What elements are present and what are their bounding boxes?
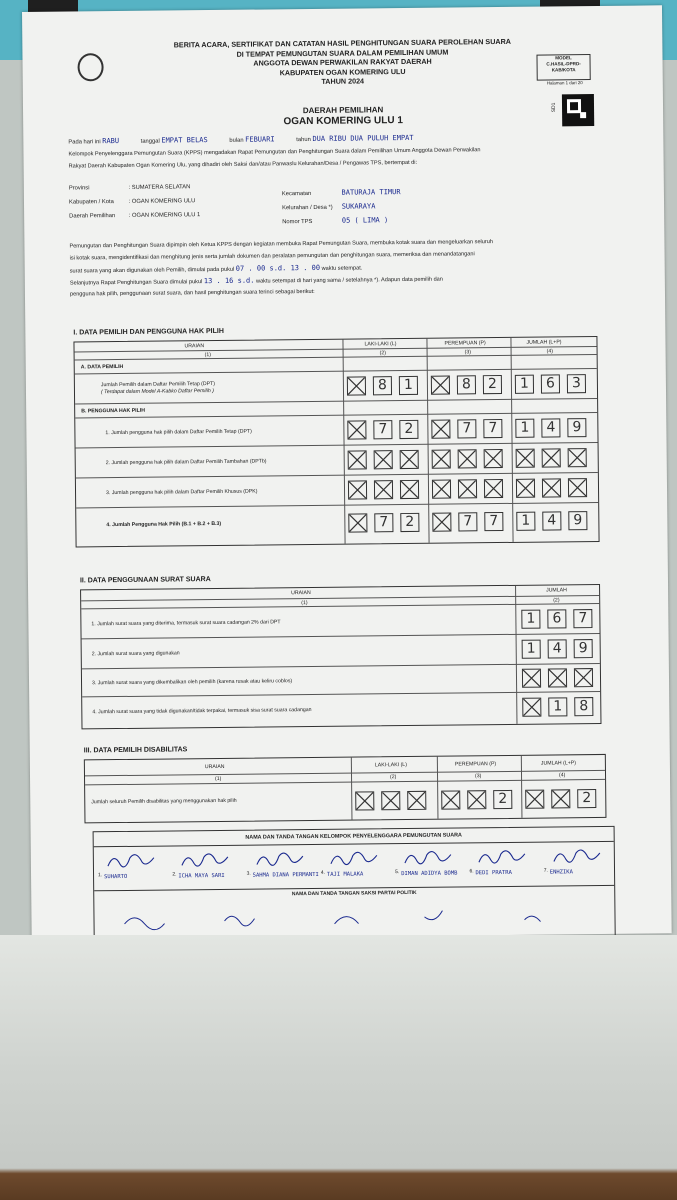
page-number: Halaman 1 dari 20 <box>546 80 583 86</box>
s1-b3-digit-box <box>432 480 451 499</box>
s1-dpt-digit-box: 1 <box>399 376 418 395</box>
tps-row <box>282 216 388 225</box>
s3-n1: (1) <box>215 775 222 783</box>
s1-n3: (3) <box>464 349 471 356</box>
background-bottom <box>0 935 677 1200</box>
s1-b3-digit-box <box>458 479 477 498</box>
document-header <box>142 37 542 89</box>
s1-b3-digit-box <box>516 479 535 498</box>
s3-r1-label: Jumlah seluruh Pemilih disabilitas yang menggunakan hak pilih <box>91 797 237 806</box>
year-label: tahun <box>296 136 311 144</box>
kpps-signature-number: 7. <box>543 867 548 874</box>
s1-col-uraian: URAIAN <box>184 343 205 350</box>
region-name: OGAN KOMERING ULU 1 <box>283 115 403 128</box>
region-title: DAERAH PEMILIHAN <box>302 105 384 116</box>
s1-b4-digit-box: 9 <box>568 511 587 530</box>
region-block <box>223 103 463 128</box>
signature-scribble <box>401 846 461 869</box>
s2-col-j: JUMLAH <box>546 587 567 594</box>
s3-n4: (4) <box>558 772 566 779</box>
s2-r3-digit-box <box>548 668 567 687</box>
model-line-3: KAB/KOTA <box>551 67 576 73</box>
document-sheet <box>22 5 672 940</box>
signature-title: NAMA DAN TANDA TANGAN KELOMPOK PENYELENGGARA PEMUNGUTAN SUARA <box>94 827 614 847</box>
s1-b4-digit-box: 7 <box>374 513 393 532</box>
s1-col-j: JUMLAH (L+P) <box>526 339 562 346</box>
s1-b2-digit-box <box>516 449 535 468</box>
s3-digit-box <box>525 790 544 809</box>
saksi-title: NAMA DAN TANDA TANGAN SAKSI PARTAI POLITIK <box>94 885 614 901</box>
saksi-signatures-scribble <box>104 899 604 938</box>
intro-date-line <box>68 132 628 146</box>
s2-r2-digit-box: 1 <box>522 640 541 659</box>
s1-b-title: B. PENGGUNA HAK PILIH <box>81 407 146 415</box>
s1-b2-digit-box <box>542 448 561 467</box>
s1-dpt-digit-box: 6 <box>541 374 560 393</box>
s3-digit-box <box>407 791 426 810</box>
day-label: Pada hari ini <box>68 139 101 146</box>
s3-col-uraian: URAIAN <box>204 763 225 771</box>
s1-dpt-digit-box: 8 <box>373 376 392 395</box>
s1-b4-digit-box: 7 <box>484 512 503 531</box>
s2-r1-label: 1. Jumlah surat suara yang diterima, termasuk surat suara cadangan 2% dari DPT <box>91 619 281 628</box>
section-3-title: III. DATA PEMILIH DISABILITAS <box>83 746 188 755</box>
s2-r3-label: 3. Jumlah surat suara yang dikembalikan oleh pemilih (karena rusak atau keliru coblos) <box>92 678 293 687</box>
dpt-note: ( Terdapat dalam Model A-Kabko Daftar Pemilih ) <box>100 388 214 396</box>
regency-value: : OGAN KOMERING ULU <box>128 198 196 205</box>
s3-digit-box <box>551 789 570 808</box>
s3-n3: (3) <box>474 773 482 780</box>
village-label: Kelurahan / Desa *) <box>282 204 333 212</box>
s1-b3-digit-box <box>374 480 393 499</box>
kpps-signature-cell <box>317 845 392 886</box>
kpu-logo-icon <box>77 53 103 81</box>
s1-b3-digit-box <box>568 478 587 497</box>
district-label: Kecamatan <box>281 190 312 198</box>
s1-b2-digit-box <box>348 450 367 469</box>
intro-paragraph-2: Rakyat Daerah Kabupaten Ogan Komering Ulu, yang dihadiri oleh Saksi dan/atau Panwaslu Kelurahan/Desa / Pengawas TPS, bertempat di: <box>68 159 418 170</box>
process-line-5: pengguna hak pilih, penggunaan surat suara, dan hasil penghitungan suara terinci sebagai berikut: <box>69 288 315 298</box>
s2-n1: (1) <box>301 600 308 607</box>
saksi-signature-row <box>104 899 604 938</box>
s2-r1-digit-box: 1 <box>521 610 540 629</box>
province-label: Provinsi <box>68 185 90 192</box>
voting-time: 07 . 00 s.d. 13 . 00 <box>235 263 321 273</box>
s2-n2: (2) <box>553 597 560 604</box>
b3-label: 3. Jumlah pengguna hak pilih dalam Daftar Pemilih Khusus (DPK) <box>106 488 258 497</box>
s1-b1-digit-box: 1 <box>515 419 534 438</box>
section-3-table <box>84 754 607 823</box>
header-line-2: DI TEMPAT PEMUNGUTAN SUARA DALAM PEMILIHAN UMUM <box>236 47 449 59</box>
s1-n1: (1) <box>204 352 211 359</box>
section-2-title: II. DATA PENGGUNAAN SURAT SUARA <box>79 576 211 585</box>
district-value: BATURAJA TIMUR <box>341 188 401 197</box>
header-line-3: ANGGOTA DEWAN PERWAKILAN RAKYAT DAERAH <box>253 56 432 68</box>
s1-b4-digit-box <box>348 513 367 532</box>
dapil-row <box>69 212 200 219</box>
s1-b4-digit-box: 1 <box>516 512 535 531</box>
s1-b3-digit-box <box>542 478 561 497</box>
signature-scribble <box>178 849 238 872</box>
signature-scribble <box>252 848 312 871</box>
date-value: EMPAT BELAS <box>161 136 208 145</box>
signature-scribble <box>549 845 609 868</box>
s1-col-l: LAKI-LAKI (L) <box>364 341 397 348</box>
kpps-signature-number: 1. <box>98 872 103 879</box>
kpps-member-name: DEDI PRATRA <box>475 869 512 877</box>
province-value: : SUMATERA SELATAN <box>128 184 191 191</box>
month-value: FEBUARI <box>245 135 275 144</box>
kpps-signature-cell <box>168 847 243 888</box>
s1-dpt-digit-box: 2 <box>483 375 502 394</box>
process-line-3-end: waktu setempat. <box>321 265 363 272</box>
s1-dpt-digit-box: 3 <box>567 374 586 393</box>
s1-b2-digit-box <box>484 449 503 468</box>
year-value: DUA RIBU DUA PULUH EMPAT <box>312 133 414 143</box>
s1-b1-digit-box: 2 <box>399 420 418 439</box>
village-value: SUKARAYA <box>341 202 376 211</box>
s2-r1-digit-box: 6 <box>547 609 566 628</box>
s2-r4-digit-box: 1 <box>548 697 567 716</box>
dpt-label: Jumlah Pemilih dalam Daftar Pemilih Tetap (DPT) <box>100 380 216 389</box>
qr-code-icon <box>562 94 594 126</box>
s2-r3-digit-box <box>574 668 593 687</box>
process-line-4-end: waktu setempat di hari yang sama / setelahnya *). Adapun data pemilih dan <box>255 276 443 285</box>
kpps-signature-number: 6. <box>469 868 474 875</box>
tps-label: Nomor TPS <box>282 218 313 226</box>
kpps-member-name: ICHA MAYA SARI <box>178 872 225 880</box>
kpps-member-name: ENHZIKA <box>549 869 573 876</box>
s1-b4-digit-box: 7 <box>458 512 477 531</box>
dapil-label: Daerah Pemilihan <box>69 213 116 220</box>
s1-dpt-digit-box: 8 <box>457 375 476 394</box>
section-1-title: I. DATA PEMILIH DAN PENGGUNA HAK PILIH <box>73 327 224 337</box>
s3-digit-box <box>467 790 486 809</box>
kpps-member-name: DIMAN ADIDYA BOMB <box>401 870 458 878</box>
counting-time: 13 . 16 s.d. <box>203 276 255 286</box>
model-line-1: MODEL <box>555 55 572 61</box>
s2-r2-digit-box: 9 <box>574 639 593 658</box>
s1-b1-digit-box <box>347 420 366 439</box>
kpps-signature-row <box>94 843 614 888</box>
signature-scribble <box>104 850 164 873</box>
s2-r1-digit-box: 7 <box>573 609 592 628</box>
s1-b3-digit-box <box>348 480 367 499</box>
month-label: bulan <box>229 137 244 144</box>
s3-col-l: LAKI-LAKI (L) <box>374 762 407 769</box>
process-line-1: Pemungutan dan Penghitungan Suara dipimpin oleh Ketua KPPS dengan kegiatan membuka Rapat Pemungutan Suara, membuka kotak suara dan mengeluarkan seluruh <box>69 239 494 250</box>
section-2-table <box>80 584 601 729</box>
regency-row <box>69 198 195 205</box>
district-row <box>282 188 401 197</box>
s3-col-j: JUMLAH (L+P) <box>540 760 576 767</box>
kpps-signature-cell <box>391 844 466 885</box>
s1-a-title: A. DATA PEMILIH <box>80 363 124 371</box>
s1-b1-digit-box: 7 <box>457 419 476 438</box>
s1-dpt-digit-box: 1 <box>515 375 534 394</box>
intro-paragraph-1: Kelompok Penyelenggara Pemungutan Suara (KPPS) mengadakan Rapat Pemungutan dan Penghitungan Suara dalam Pemilihan Umum Anggota Dewan Perwakilan <box>68 147 481 158</box>
s1-b1-digit-box: 4 <box>541 418 560 437</box>
kpps-member-name: SAHMA DIANA PERMANTI <box>252 871 319 879</box>
header-line-1: BERITA ACARA, SERTIFIKAT DAN CATATAN HASIL PENGHITUNGAN SUARA PEROLEHAN SUARA <box>173 36 512 50</box>
kpps-signature-cell <box>94 848 169 889</box>
day-value: RABU <box>102 136 120 146</box>
s1-b1-digit-box: 7 <box>483 419 502 438</box>
s1-n4: (4) <box>546 348 553 355</box>
s1-b1-digit-box: 9 <box>567 418 586 437</box>
kpps-signature-number: 5. <box>395 869 400 876</box>
tps-value: 05 ( LIMA ) <box>341 216 389 225</box>
s3-digit-box <box>381 791 400 810</box>
s1-b4-digit-box <box>432 513 451 532</box>
header-line-5: TAHUN 2024 <box>321 76 365 87</box>
province-row <box>69 184 191 191</box>
s1-b3-digit-box <box>400 480 419 499</box>
s2-r4-digit-box: 8 <box>574 697 593 716</box>
s3-digit-box <box>441 790 460 809</box>
signature-scribble <box>327 847 387 870</box>
s3-digit-box: 2 <box>577 789 596 808</box>
s1-dpt-digit-box <box>431 376 450 395</box>
b4-label: 4. Jumlah Pengguna Hak Pilih (B.1 + B.2 + B.3) <box>106 520 222 529</box>
kpps-signature-number: 4. <box>320 869 326 876</box>
process-line-4-text: Selanjutnya Rapat Penghitungan Suara dimulai pukul <box>69 279 203 287</box>
s1-b4-digit-box: 2 <box>400 513 419 532</box>
s1-b1-digit-box: 7 <box>373 420 392 439</box>
s1-b2-digit-box <box>432 450 451 469</box>
s1-col-p: PEREMPUAN (P) <box>444 340 486 347</box>
kpps-signature-cell <box>539 843 614 884</box>
kpps-signature-cell <box>242 846 317 887</box>
kpps-signature-number: 2. <box>172 871 177 878</box>
kpps-member-name: SUHARTO <box>104 873 128 881</box>
s3-col-p: PEREMPUAN (P) <box>454 761 497 768</box>
s1-n2: (2) <box>379 350 386 357</box>
signature-table <box>93 826 616 943</box>
s2-r4-label: 4. Jumlah surat suara yang tidak digunakan/tidak terpakai, termasuk sisa surat suara cadangan <box>92 707 312 716</box>
header-line-4: KABUPATEN OGAN KOMERING ULU <box>279 66 406 78</box>
village-row <box>282 202 375 211</box>
kpps-signature-cell <box>465 844 540 885</box>
section-1-table <box>73 336 599 547</box>
s1-b2-digit-box <box>374 450 393 469</box>
s2-r4-digit-box <box>522 698 541 717</box>
form-code: SD1 <box>550 102 557 113</box>
b2-label: 2. Jumlah pengguna hak pilih dalam Daftar Pemilih Tambahan (DPTb) <box>105 458 267 467</box>
s2-r2-digit-box: 4 <box>548 639 567 658</box>
s2-r2-label: 2. Jumlah surat suara yang digunakan <box>91 650 180 658</box>
s3-digit-box: 2 <box>493 790 512 809</box>
regency-label: Kabupaten / Kota <box>68 199 114 206</box>
s3-n2: (2) <box>390 774 397 781</box>
dapil-value: : OGAN KOMERING ULU 1 <box>128 212 201 219</box>
s1-b4-digit-box: 4 <box>542 511 561 530</box>
s1-b3-digit-box <box>484 479 503 498</box>
s2-col-uraian: URAIAN <box>291 590 311 597</box>
b1-label: 1. Jumlah pengguna hak pilih dalam Daftar Pemilih Tetap (DPT) <box>105 428 252 437</box>
signature-scribble <box>475 846 535 869</box>
s1-b1-digit-box <box>431 420 450 439</box>
s2-r3-digit-box <box>522 669 541 688</box>
s1-b2-digit-box <box>568 448 587 467</box>
date-label: tanggal <box>140 138 160 145</box>
kpps-member-name: TAJI MALAKA <box>326 871 364 878</box>
process-line-3-text: surat suara yang akan digunakan oleh Pemilih, dimulai pada pukul <box>69 266 235 275</box>
s1-b2-digit-box <box>400 450 419 469</box>
model-line-2: C.HASIL-DPRD- <box>546 61 581 67</box>
kpps-signature-number: 3. <box>246 870 251 877</box>
s3-digit-box <box>355 791 374 810</box>
process-line-2: isi kotak suara, mengidentifikasi dan menghitung jenis serta jumlah dokumen dan peralatan pemungutan dan penghitungan suara, memeriksa dan menandatangani <box>69 251 475 262</box>
s1-dpt-digit-box <box>347 376 366 395</box>
model-box <box>536 54 590 81</box>
s1-b2-digit-box <box>458 449 477 468</box>
process-line-3 <box>70 262 630 276</box>
